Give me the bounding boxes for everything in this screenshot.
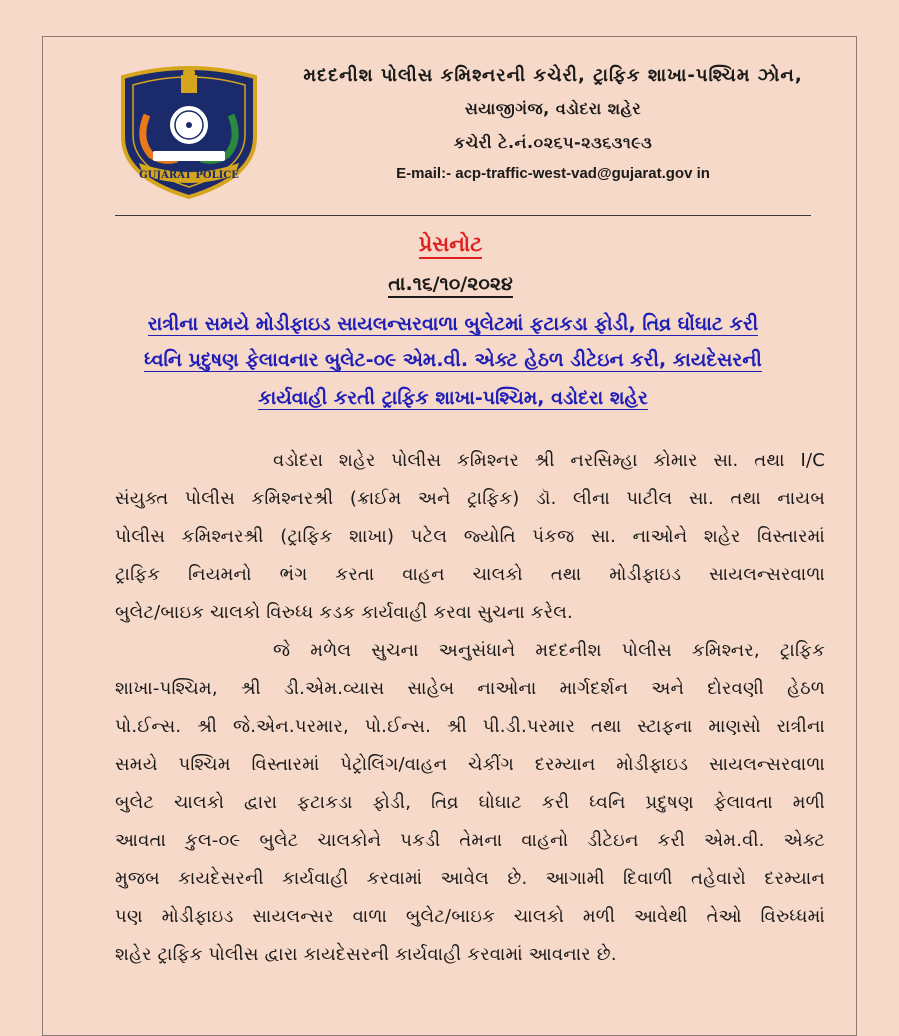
body-line: પોલીસ કમિશ્નરશ્રી (ટ્રાફિક શાખા) પટેલ જ્યોતિ પંકજ સા. નાઓને શહેર વિસ્તારમાં bbox=[115, 526, 825, 547]
office-address: સયાજીગંજ, વડોદરા શહેર bbox=[464, 99, 642, 118]
body-line: સમયે પશ્ચિમ વિસ્તારમાં પેટ્રોલિંગ/વાહન ચેકીંગ દરમ્યાન મોડીફાઇડ સાયલન્સરવાળા bbox=[115, 754, 825, 775]
office-email: E-mail:- acp-traffic-west-vad@gujarat.gov in bbox=[396, 165, 710, 182]
body-line: શહેર ટ્રાફિક પોલીસ દ્વારા કાયદેસરની કાર્યવાહી કરવામાં આવનાર છે. bbox=[115, 944, 617, 965]
subject-line bbox=[103, 387, 803, 409]
office-name: મદદનીશ પોલીસ કમિશ્નરની કચેરી, ટ્રાફિક શાખા-પશ્ચિમ ઝોન, bbox=[303, 65, 803, 86]
body-line: શાખા-પશ્ચિમ, શ્રી ડી.એમ.વ્યાસ સાહેબ નાઓના માર્ગદર્શન અને દોરવણી હેઠળ bbox=[115, 678, 825, 699]
subject-line bbox=[103, 313, 803, 335]
subject-line-text: ધ્વનિ પ્રદુષણ ફેલાવનાર બુલેટ-૦૯ એમ.વી. એક્ટ હેઠળ ડીટેઇન કરી, કાયદેસરની bbox=[144, 349, 762, 371]
body-line: વડોદરા શહેર પોલીસ કમિશ્નર શ્રી નરસિમ્હા કોમાર સા. તથા I/C bbox=[273, 450, 825, 471]
header-divider bbox=[115, 215, 811, 216]
body-line: પણ મોડીફાઇડ સાયલન્સર વાળા બુલેટ/બાઇક ચાલકો મળી આવેથી તેઓ વિરુધ્ધમાં bbox=[115, 906, 825, 927]
office-phone: કચેરી ટે.નં.૦૨૬૫-૨૩૬૩૧૯૩ bbox=[453, 133, 653, 152]
press-note-title bbox=[43, 232, 858, 257]
body-line: જે મળેલ સુચના અનુસંધાને મદદનીશ પોલીસ કમિશ્નર, ટ્રાફિક bbox=[273, 640, 825, 661]
subject-line bbox=[103, 349, 803, 371]
gujarat-police-logo bbox=[107, 59, 271, 199]
press-note-title-text: પ્રેસનોટ bbox=[419, 232, 483, 259]
body-line: બુલેટ ચાલકો દ્વારા ફટાકડા ફોડી, તિવ્ર ઘોઘાટ કરી ધ્વનિ પ્રદુષણ ફેલાવતા મળી bbox=[115, 792, 825, 813]
logo-text: GUJARAT POLICE bbox=[139, 170, 239, 181]
body-line: આવતા કુલ-૦૯ બુલેટ ચાલકોને પકડી તેમના વાહનો ડીટેઇન કરી એમ.વી. એક્ટ bbox=[115, 830, 825, 851]
subject-line-text: કાર્યવાહી કરતી ટ્રાફિક શાખા-પશ્ચિમ, વડોદરા શહેર bbox=[258, 387, 648, 409]
press-note-date bbox=[43, 273, 858, 295]
body-line: બુલેટ/બાઇક ચાલકો વિરુધ્ધ કડક કાર્યવાહી કરવા સુચના કરેલ. bbox=[115, 602, 573, 623]
subject-line-text: રાત્રીના સમયે મોડીફાઇડ સાયલન્સરવાળા બુલેટમાં ફટાકડા ફોડી, તિવ્ર ઘોંઘાટ કરી bbox=[147, 313, 759, 335]
body-line: સંયુક્ત પોલીસ કમિશ્નરશ્રી (ક્રાઈમ અને ટ્રાફિક) ડૉ. લીના પાટીલ સા. તથા નાયબ bbox=[115, 488, 825, 509]
body-line: ટ્રાફિક નિયમનો ભંગ કરતા વાહન ચાલકો તથા મોડીફાઇડ સાયલન્સરવાળા bbox=[115, 564, 825, 585]
press-note-date-text: તા.૧૬/૧૦/૨૦૨૪ bbox=[388, 273, 513, 298]
body-line: પો.ઈન્સ. શ્રી જે.એન.પરમાર, પો.ઈન્સ. શ્રી પી.ડી.પરમાર તથા સ્ટાફના માણસો રાત્રીના bbox=[115, 716, 825, 737]
body-line: મુજબ કાયદેસરની કાર્યવાહી કરવામાં આવેલ છે. આગામી દિવાળી તહેવારો દરમ્યાન bbox=[115, 868, 825, 889]
press-note-document bbox=[42, 36, 857, 1036]
